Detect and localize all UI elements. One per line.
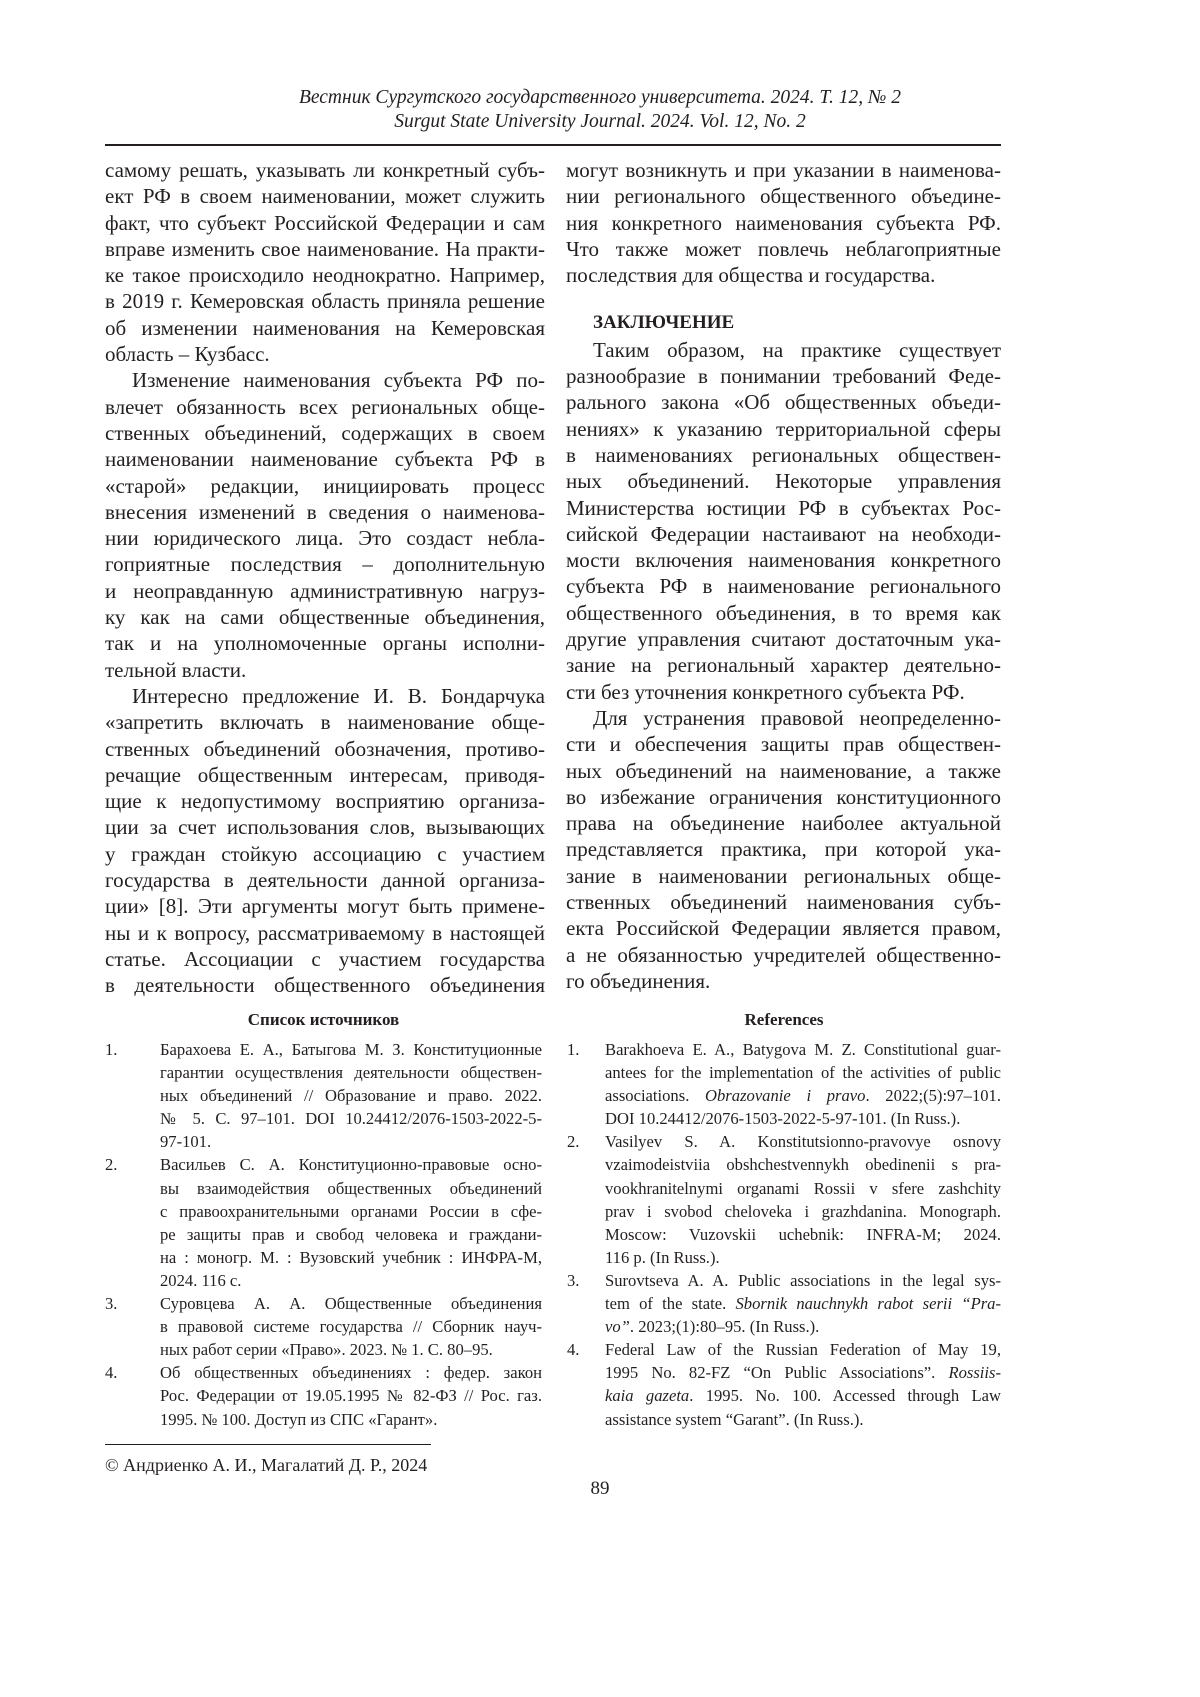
text-line: и неоправданную административную нагруз-: [105, 578, 545, 604]
text-line: могут возникнуть и при указании в наименова-: [566, 157, 1001, 183]
text-line: го объединения.: [566, 968, 1001, 994]
reference-line: [160, 1200, 542, 1223]
text-line: «старой» редакции, инициировать процесс: [105, 473, 545, 499]
text-line: ственных объединений обозначения, противо-: [105, 736, 545, 762]
reference-line: [605, 1338, 1001, 1361]
reference-italic-text: Rossiis-: [948, 1363, 1001, 1382]
reference-line: [605, 1084, 1001, 1107]
text-line: сти и обеспечения защиты прав обществен-: [566, 731, 1001, 757]
reference-line: [160, 1038, 542, 1061]
reference-line: [605, 1384, 1001, 1407]
reference-text: Moscow: Vuzovskii uchebnik: INFRA-M; 2024.: [605, 1225, 1001, 1244]
reference-item: [567, 1338, 1001, 1430]
reference-line: [160, 1384, 542, 1407]
reference-number: 4.: [567, 1338, 579, 1361]
sources-title: Список источников: [105, 1008, 542, 1038]
reference-line: [605, 1153, 1001, 1176]
text-line: представляется практика, при которой ука-: [566, 836, 1001, 862]
reference-line: [160, 1246, 542, 1269]
text-line: наименовании наименование субъекта РФ в: [105, 446, 545, 472]
reference-item: [105, 1153, 542, 1292]
text-line: в наименованиях региональных обществен-: [566, 442, 1001, 468]
reference-text: Васильев С. А. Конституционно-правовые осно-: [160, 1155, 542, 1174]
paragraph: [105, 157, 545, 367]
text-line: ния конкретного наименования субъекта РФ.: [566, 210, 1001, 236]
text-line: ции» [8]. Эти аргументы могут быть примене-: [105, 893, 545, 919]
reference-line: [160, 1107, 542, 1130]
reference-text: Vasilyev S. A. Konstitutsionno-pravovye osnovy: [605, 1132, 1001, 1151]
reference-line: [160, 1084, 542, 1107]
reference-item: [567, 1038, 1001, 1130]
reference-line: [605, 1223, 1001, 1246]
text-line: ции за счет использования слов, вызывающих: [105, 814, 545, 840]
footnote-rule: [105, 1444, 431, 1445]
reference-text: Barakhoeva E. A., Batygova M. Z. Constitutional guar-: [605, 1040, 1001, 1059]
reference-text: vzaimodeistviia obshchestvennykh obedinenii s pra-: [605, 1155, 1001, 1174]
reference-text: . 2023;(1):80–95. (In Russ.).: [630, 1317, 819, 1336]
copyright-note: © Андриенко А. И., Магалатий Д. Р., 2024: [105, 1455, 427, 1476]
paragraph: [566, 705, 1001, 994]
reference-line: [605, 1130, 1001, 1153]
text-line: Что также может повлечь неблагоприятные: [566, 236, 1001, 262]
text-line: зание в наименовании региональных обще-: [566, 863, 1001, 889]
text-line: ке такое происходило неоднократно. Например,: [105, 262, 545, 288]
reference-text: в правовой системе государства // Сборник науч-: [160, 1317, 542, 1336]
reference-text: ре защиты прав и свобод человека и граждани-: [160, 1225, 542, 1244]
reference-line: [160, 1153, 542, 1176]
reference-line: [160, 1338, 542, 1361]
paragraph: [566, 157, 1001, 288]
text-line: нии юридического лица. Это создаст небла-: [105, 525, 545, 551]
reference-number: 1.: [567, 1038, 579, 1061]
text-line: субъекта РФ в наименование регионального: [566, 573, 1001, 599]
text-line: сийской Федерации настаивают на необходи-: [566, 521, 1001, 547]
text-line: об изменении наименования на Кемеровская: [105, 315, 545, 341]
reference-text: вы взаимодействия общественных объединений: [160, 1179, 542, 1198]
reference-text: Federal Law of the Russian Federation of May 19,: [605, 1340, 1001, 1359]
journal-header-en: Surgut State University Journal. 2024. Vol. 12, No. 2: [0, 111, 1200, 133]
reference-text: tem of the state.: [605, 1294, 735, 1313]
reference-item: [105, 1292, 542, 1361]
text-line: тельной власти.: [105, 657, 545, 683]
text-line: екта Российской Федерации является правом,: [566, 915, 1001, 941]
reference-italic-text: kaia gazeta: [605, 1386, 689, 1405]
reference-text: 97-101.: [160, 1132, 211, 1151]
reference-text: Рос. Федерации от 19.05.1995 № 82-ФЗ // Рос. газ.: [160, 1386, 542, 1405]
text-line: вправе изменить свое наименование. На практи-: [105, 236, 545, 262]
text-line: нениях» к указанию территориальной сферы: [566, 416, 1001, 442]
reference-text: . 1995. No. 100. Accessed through Law: [689, 1386, 1001, 1405]
reference-text: assistance system “Garant”. (In Russ.).: [605, 1410, 864, 1429]
reference-text: 116 p. (In Russ.).: [605, 1248, 720, 1267]
text-line: мости включения наименования конкретного: [566, 547, 1001, 573]
reference-line: [160, 1292, 542, 1315]
reference-number: 3.: [105, 1292, 117, 1315]
text-line: так и на уполномоченные органы исполни-: [105, 630, 545, 656]
paragraph: [105, 683, 545, 999]
text-line: ственных объединений, содержащих в своем: [105, 420, 545, 446]
reference-number: 4.: [105, 1361, 117, 1384]
text-line: ных объединений на наименование, а также: [566, 758, 1001, 784]
text-line: щие к недопустимому восприятию организа-: [105, 788, 545, 814]
page-number: 89: [0, 1478, 1200, 1500]
reference-line: [605, 1038, 1001, 1061]
reference-text: № 5. С. 97–101. DOI 10.24412/2076-1503-2022-5-: [160, 1109, 542, 1128]
text-line: а не обязанностью учредителей общественно-: [566, 942, 1001, 968]
text-line: рального закона «Об общественных объеди-: [566, 389, 1001, 415]
reference-item: [105, 1038, 542, 1153]
text-line: Министерства юстиции РФ в субъектах Рос-: [566, 495, 1001, 521]
section-heading: ЗАКЛЮЧЕНИЕ: [566, 310, 1001, 336]
reference-line: [160, 1223, 542, 1246]
reference-text: . 2022;(5):97–101.: [865, 1086, 1001, 1105]
reference-text: Об общественных объединениях : федер. закон: [160, 1363, 542, 1382]
paragraph: [566, 337, 1001, 705]
reference-text: DOI 10.24412/2076-1503-2022-5-97-101. (In Russ.).: [605, 1109, 960, 1128]
text-line: речащие общественным интересам, приводя-: [105, 762, 545, 788]
reference-text: с правоохранительными органами России в сфе-: [160, 1202, 542, 1221]
text-line: гоприятные последствия – дополнительную: [105, 551, 545, 577]
text-line: зание на региональный характер деятельно-: [566, 652, 1001, 678]
text-line: область – Кузбасс.: [105, 341, 545, 367]
references-title: References: [567, 1008, 1001, 1038]
text-line: во избежание ограничения конституционного: [566, 784, 1001, 810]
text-line: внесения изменений в сведения о наименова-: [105, 499, 545, 525]
right-text-column: [566, 157, 1001, 994]
text-line: разнообразие в понимании требований Феде-: [566, 363, 1001, 389]
reference-italic-text: Sbornik nauchnykh rabot serii “Pra-: [735, 1294, 1001, 1313]
reference-text: Барахоева Е. А., Батыгова М. З. Конституционные: [160, 1040, 542, 1059]
reference-italic-text: Obrazovanie i pravo: [705, 1086, 865, 1105]
reference-line: [160, 1408, 542, 1431]
reference-number: 2.: [567, 1130, 579, 1153]
reference-text: гарантии осуществления деятельности обществен-: [160, 1063, 542, 1082]
text-line: статье. Ассоциации с участием государства: [105, 946, 545, 972]
reference-line: [160, 1269, 542, 1292]
reference-text: prav i svobod cheloveka i grazhdanina. Monograph.: [605, 1202, 1001, 1221]
reference-line: [160, 1061, 542, 1084]
reference-text: vookhranitelnymi organami Rossii v sfere zashchity: [605, 1179, 1001, 1198]
text-line: права на объединение наиболее актуальной: [566, 810, 1001, 836]
text-line: «запретить включать в наименование обще-: [105, 709, 545, 735]
reference-item: [567, 1130, 1001, 1269]
reference-text: 2024. 116 с.: [160, 1271, 241, 1290]
text-line: ны и к вопросу, рассматриваемому в настоящей: [105, 920, 545, 946]
text-line: факт, что субъект Российской Федерации и сам: [105, 210, 545, 236]
text-line: последствия для общества и государства.: [566, 262, 1001, 288]
reference-text: ных объединений // Образование и право. 2022.: [160, 1086, 542, 1105]
text-line: ку как на сами общественные объединения,: [105, 604, 545, 630]
text-line: самому решать, указывать ли конкретный субъ-: [105, 157, 545, 183]
text-line: общественного объединения, в то время как: [566, 600, 1001, 626]
reference-line: [605, 1292, 1001, 1315]
reference-text: antees for the implementation of the activities of public: [605, 1063, 1001, 1082]
reference-line: [160, 1361, 542, 1384]
reference-line: [605, 1246, 1001, 1269]
reference-item: [567, 1269, 1001, 1338]
reference-item: [105, 1361, 542, 1430]
text-line: ект РФ в своем наименовании, может служить: [105, 183, 545, 209]
text-line: ных объединений. Некоторые управления: [566, 468, 1001, 494]
text-line: влечет обязанность всех региональных обще-: [105, 394, 545, 420]
text-line: сти без уточнения конкретного субъекта РФ.: [566, 679, 1001, 705]
text-line: ственных объединений наименования субъ-: [566, 889, 1001, 915]
text-line: Интересно предложение И. В. Бондарчука: [105, 683, 545, 709]
header-rule: [105, 144, 1001, 146]
reference-line: [160, 1315, 542, 1338]
reference-line: [605, 1315, 1001, 1338]
reference-line: [605, 1200, 1001, 1223]
reference-text: 1995 No. 82-FZ “On Public Associations”.: [605, 1363, 948, 1382]
reference-text: associations.: [605, 1086, 705, 1105]
journal-header-ru: Вестник Сургутского государственного университета. 2024. Т. 12, № 2: [0, 87, 1200, 109]
reference-line: [160, 1177, 542, 1200]
reference-italic-text: vo”: [605, 1317, 630, 1336]
reference-text: Surovtseva A. A. Public associations in the legal sys-: [605, 1271, 1001, 1290]
text-line: в 2019 г. Кемеровская область приняла решение: [105, 288, 545, 314]
text-line: другие управления считают достаточным ука-: [566, 626, 1001, 652]
reference-number: 3.: [567, 1269, 579, 1292]
reference-line: [605, 1361, 1001, 1384]
reference-text: ных работ серии «Право». 2023. № 1. С. 80–95.: [160, 1340, 493, 1359]
reference-text: Суровцева А. А. Общественные объединения: [160, 1294, 542, 1313]
text-line: у граждан стойкую ассоциацию с участием: [105, 841, 545, 867]
sources-list: [105, 1008, 542, 1431]
text-line: нии регионального общественного объедине-: [566, 183, 1001, 209]
text-line: Для устранения правовой неопределенно-: [566, 705, 1001, 731]
reference-line: [605, 1408, 1001, 1431]
reference-line: [160, 1130, 542, 1153]
reference-line: [605, 1177, 1001, 1200]
reference-line: [605, 1061, 1001, 1084]
reference-text: на : моногр. М. : Вузовский учебник : ИНФРА-М,: [160, 1248, 542, 1267]
paragraph: [105, 367, 545, 683]
text-line: государства в деятельности данной организа-: [105, 867, 545, 893]
reference-text: 1995. № 100. Доступ из СПС «Гарант».: [160, 1410, 437, 1429]
references-list: [567, 1008, 1001, 1431]
left-text-column: [105, 157, 545, 999]
reference-line: [605, 1107, 1001, 1130]
reference-number: 1.: [105, 1038, 117, 1061]
text-line: Таким образом, на практике существует: [566, 337, 1001, 363]
text-line: в деятельности общественного объединения: [105, 972, 545, 998]
reference-number: 2.: [105, 1153, 117, 1176]
text-line: Изменение наименования субъекта РФ по-: [105, 367, 545, 393]
reference-line: [605, 1269, 1001, 1292]
